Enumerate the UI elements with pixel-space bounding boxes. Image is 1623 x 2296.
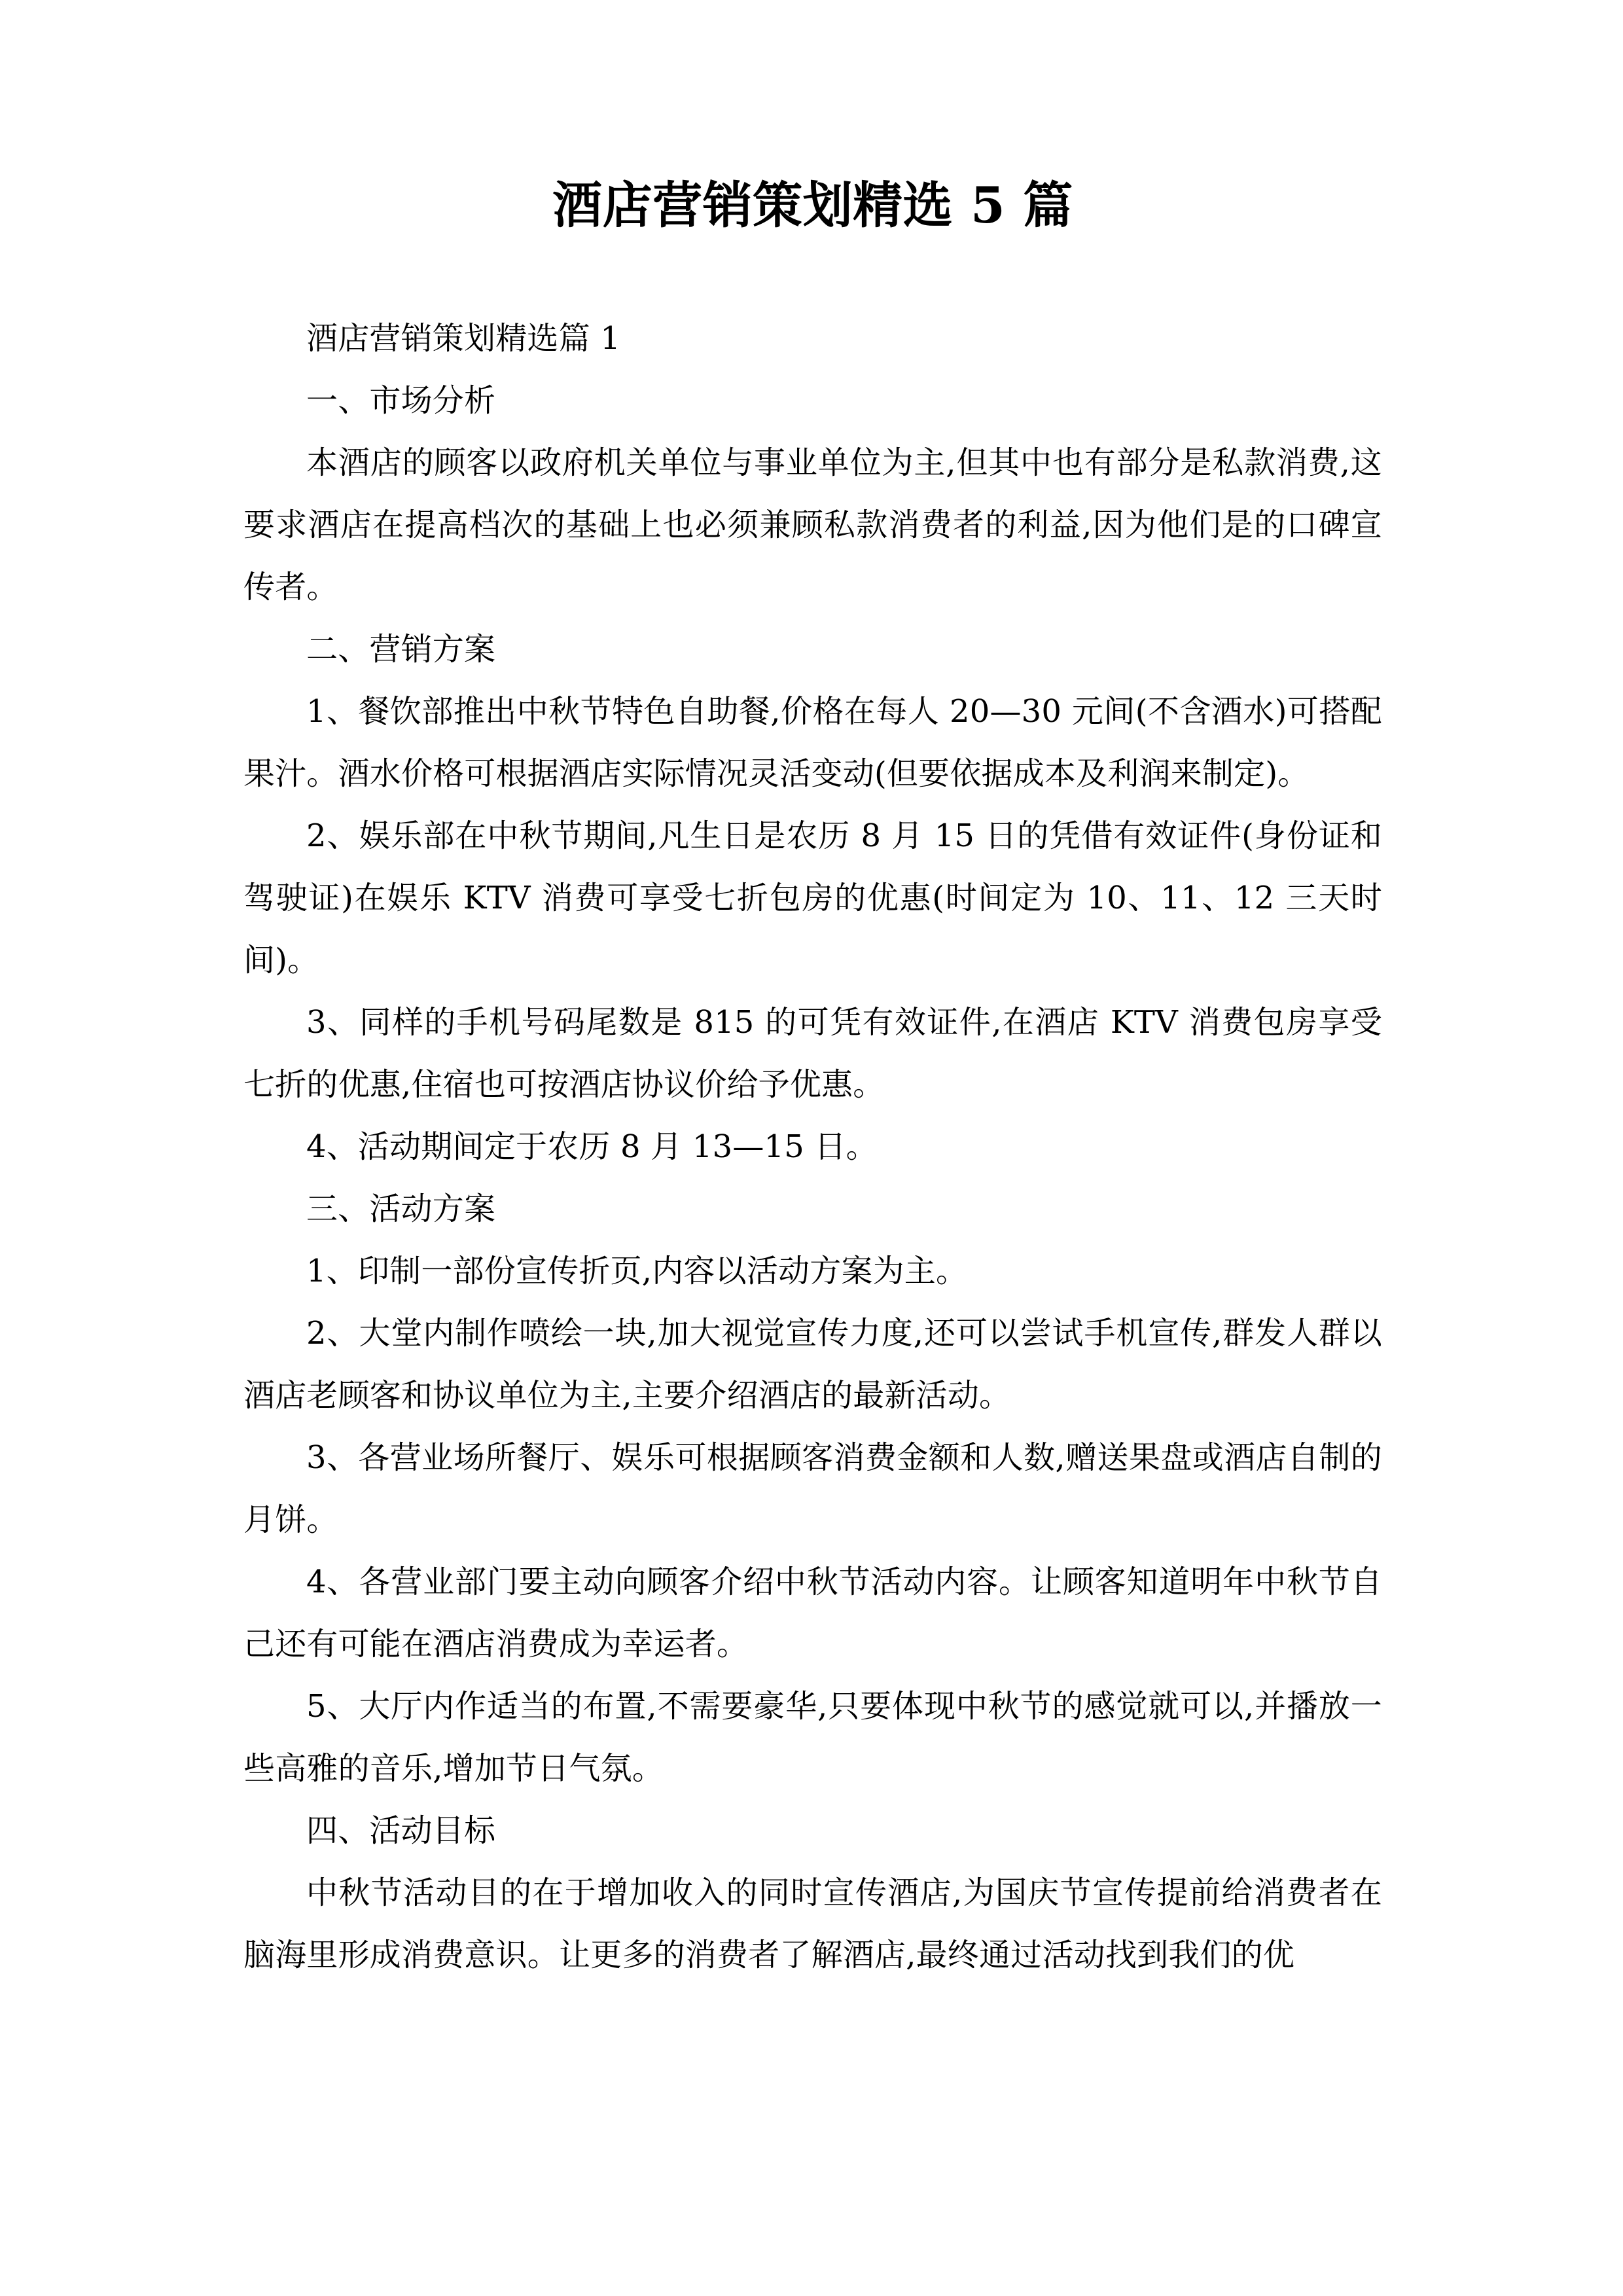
paragraph-subtitle: 酒店营销策划精选篇 1 [306, 320, 620, 357]
section-heading-4: 四、活动目标 [306, 1812, 496, 1849]
document-title: 酒店营销策划精选 5 篇 [552, 176, 1073, 234]
list-item-s3-5: 5、大厅内作适当的布置,不需要豪华,只要体现中秋节的感觉就可以,并播放一些高雅的音乐,增加节日气氛。 [243, 1688, 1382, 1787]
section-heading-3: 三、活动方案 [306, 1191, 496, 1227]
list-item-s3-3: 3、各营业场所餐厅、娱乐可根据顾客消费金额和人数,赠送果盘或酒店自制的月饼。 [243, 1439, 1382, 1538]
list-item-s3-1: 1、印制一部份宣传折页,内容以活动方案为主。 [306, 1253, 968, 1289]
list-item-s2-4: 4、活动期间定于农历 8 月 13—15 日。 [306, 1128, 878, 1165]
section-heading-2: 二、营销方案 [306, 631, 496, 668]
section-heading-1: 一、市场分析 [306, 382, 496, 419]
list-item-s2-3: 3、同样的手机号码尾数是 815 的可凭有效证件,在酒店 KTV 消费包房享受七折的优惠,住宿也可按酒店协议价给予优惠。 [243, 1004, 1382, 1103]
list-item-s3-2: 2、大堂内制作喷绘一块,加大视觉宣传力度,还可以尝试手机宣传,群发人群以酒店老顾客和协议单位为主,主要介绍酒店的最新活动。 [243, 1315, 1382, 1414]
document-body [243, 308, 1382, 1986]
page-content [243, 0, 1382, 1986]
list-item-s3-4: 4、各营业部门要主动向顾客介绍中秋节活动内容。让顾客知道明年中秋节自己还有可能在酒店消费成为幸运者。 [243, 1564, 1382, 1662]
list-item-s2-1: 1、餐饮部推出中秋节特色自助餐,价格在每人 20—30 元间(不含酒水)可搭配果汁。酒水价格可根据酒店实际情况灵活变动(但要依据成本及利润来制定)。 [243, 693, 1382, 792]
paragraph-section4-body: 中秋节活动目的在于增加收入的同时宣传酒店,为国庆节宣传提前给消费者在脑海里形成消费意识。让更多的消费者了解酒店,最终通过活动找到我们的优 [243, 1874, 1382, 1973]
paragraph-section1-body: 本酒店的顾客以政府机关单位与事业单位为主,但其中也有部分是私款消费,这要求酒店在提高档次的基础上也必须兼顾私款消费者的利益,因为他们是的口碑宣传者。 [243, 444, 1382, 605]
list-item-s2-2: 2、娱乐部在中秋节期间,凡生日是农历 8 月 15 日的凭借有效证件(身份证和驾驶证)在娱乐 KTV 消费可享受七折包房的优惠(时间定为 10、11、12 三天时间)。 [243, 817, 1382, 978]
